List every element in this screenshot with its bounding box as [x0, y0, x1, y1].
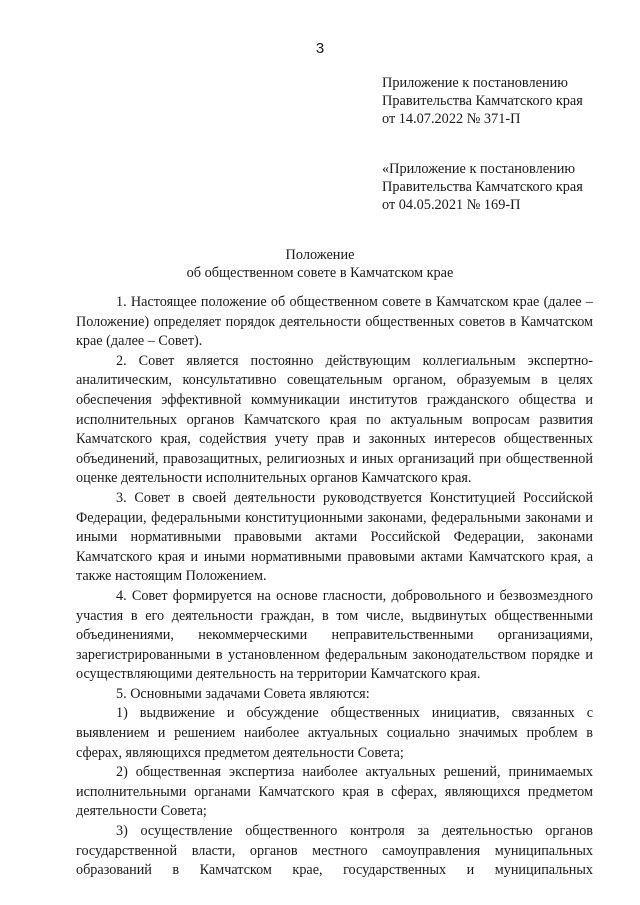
paragraph-5-item-2: 2) общественная экспертиза наиболее актуальных решений, принимаемых исполнительными органами Камчатского края в сферах, являющихся предметом деятельности Совета;: [76, 764, 593, 820]
paragraph-5-item-1: 1) выдвижение и обсуждение общественных инициатив, связанных с выявлением и решением наиболее актуальных социально значимых проблем в сферах, являющихся предметом деятельности Совета;: [76, 705, 593, 761]
title-line: об общественном совете в Камчатском крае: [186, 265, 454, 281]
paragraph-2: 2. Совет является постоянно действующим коллегиальным экспертно-аналитическим, консультативно совещательным органом, образуемым в целях обеспечения эффективной коммуникации институтов гражданского общества и исполнительных органов Камчатского края по актуальным вопросам развития Камчатского края, содействия учету прав и законных интересов общественных объединений, правозащитных, религиозных и иных организаций при общественной оценке деятельности исполнительных органов Камчатского края.: [76, 352, 593, 487]
paragraph-5-item-3: 3) осуществление общественного контроля за деятельностью органов государственной власти, органов местного самоуправления муниципальных образований в Камчатском крае, государственных и муниципальных: [76, 823, 593, 879]
paragraph-4: 4. Совет формируется на основе гласности, добровольного и безвозмездного участия в его деятельности граждан, в том числе, выдвинутых общественными объединениями, некоммерческими неправительственными организациями, зарегистрированными в установленном федеральным законодательством порядке и осуществляющими деятельность на территории Камчатского края.: [76, 587, 593, 683]
appendix-line: «Приложение к постановлению: [382, 161, 576, 177]
paragraph-1: 1. Настоящее положение об общественном совете в Камчатском крае (далее – Положение) определяет порядок деятельности общественных советов в Камчатском крае (далее – Совет).: [76, 294, 593, 350]
appendix-line: от 04.05.2021 № 169-П: [382, 197, 521, 213]
appendix-line: от 14.07.2022 № 371-П: [382, 111, 521, 127]
document-body: [76, 293, 593, 881]
title-line: Положение: [285, 247, 355, 263]
appendix-line: Правительства Камчатского края: [382, 179, 583, 195]
appendix-reference-previous: [382, 160, 622, 214]
paragraph-3: 3. Совет в своей деятельности руководствуется Конституцией Российской Федерации, федеральными конституционными законами, федеральными законами и иными нормативными правовыми актами Российской Федерации, законами Камчатского края и иными нормативными правовыми актами Камчатского края, а также настоящим Положением.: [76, 489, 593, 585]
appendix-line: Приложение к постановлению: [382, 75, 568, 91]
paragraph-5: 5. Основными задачами Совета являются:: [116, 685, 370, 702]
document-title: [0, 246, 640, 282]
appendix-line: Правительства Камчатского края: [382, 93, 583, 109]
page-number: 3: [315, 40, 325, 57]
appendix-reference-current: [382, 74, 622, 128]
